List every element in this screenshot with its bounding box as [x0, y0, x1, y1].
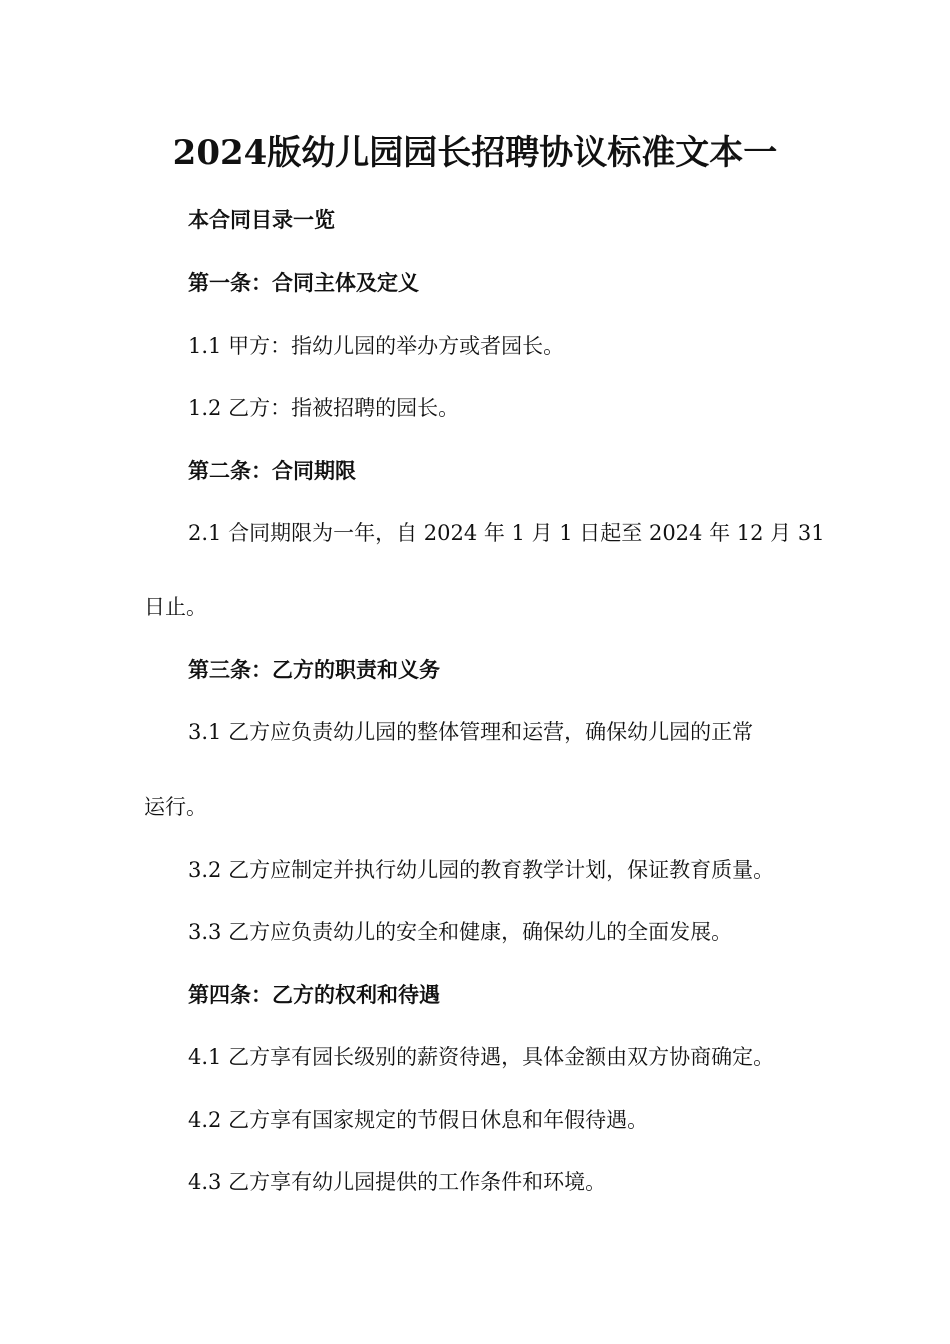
clause-3-1-line-2: 运行。	[144, 795, 207, 819]
clause-4-2: 4.2 乙方享有国家规定的节假日休息和年假待遇。	[188, 1108, 649, 1132]
clause-1-2: 1.2 乙方：指被招聘的园长。	[188, 396, 460, 420]
toc-heading: 本合同目录一览	[188, 208, 335, 232]
section-3-heading: 第三条：乙方的职责和义务	[188, 658, 440, 682]
clause-4-3: 4.3 乙方享有幼儿园提供的工作条件和环境。	[188, 1170, 607, 1194]
section-2-heading: 第二条：合同期限	[188, 459, 356, 483]
clause-3-2: 3.2 乙方应制定并执行幼儿园的教育教学计划，保证教育质量。	[188, 858, 775, 882]
document-title: 2024版幼儿园园长招聘协议标准文本一	[172, 133, 778, 173]
section-4-heading: 第四条：乙方的权利和待遇	[188, 983, 440, 1007]
clause-2-1-line-1: 2.1 合同期限为一年，自 2024 年 1 月 1 日起至 2024 年 12 月 31	[188, 521, 825, 545]
clause-1-1: 1.1 甲方：指幼儿园的举办方或者园长。	[188, 334, 565, 358]
clause-2-1-line-2: 日止。	[144, 595, 207, 619]
section-1-heading: 第一条：合同主体及定义	[188, 271, 419, 295]
clause-3-1-line-1: 3.1 乙方应负责幼儿园的整体管理和运营，确保幼儿园的正常	[188, 720, 754, 744]
clause-3-3: 3.3 乙方应负责幼儿的安全和健康，确保幼儿的全面发展。	[188, 920, 733, 944]
clause-4-1: 4.1 乙方享有园长级别的薪资待遇，具体金额由双方协商确定。	[188, 1045, 775, 1069]
